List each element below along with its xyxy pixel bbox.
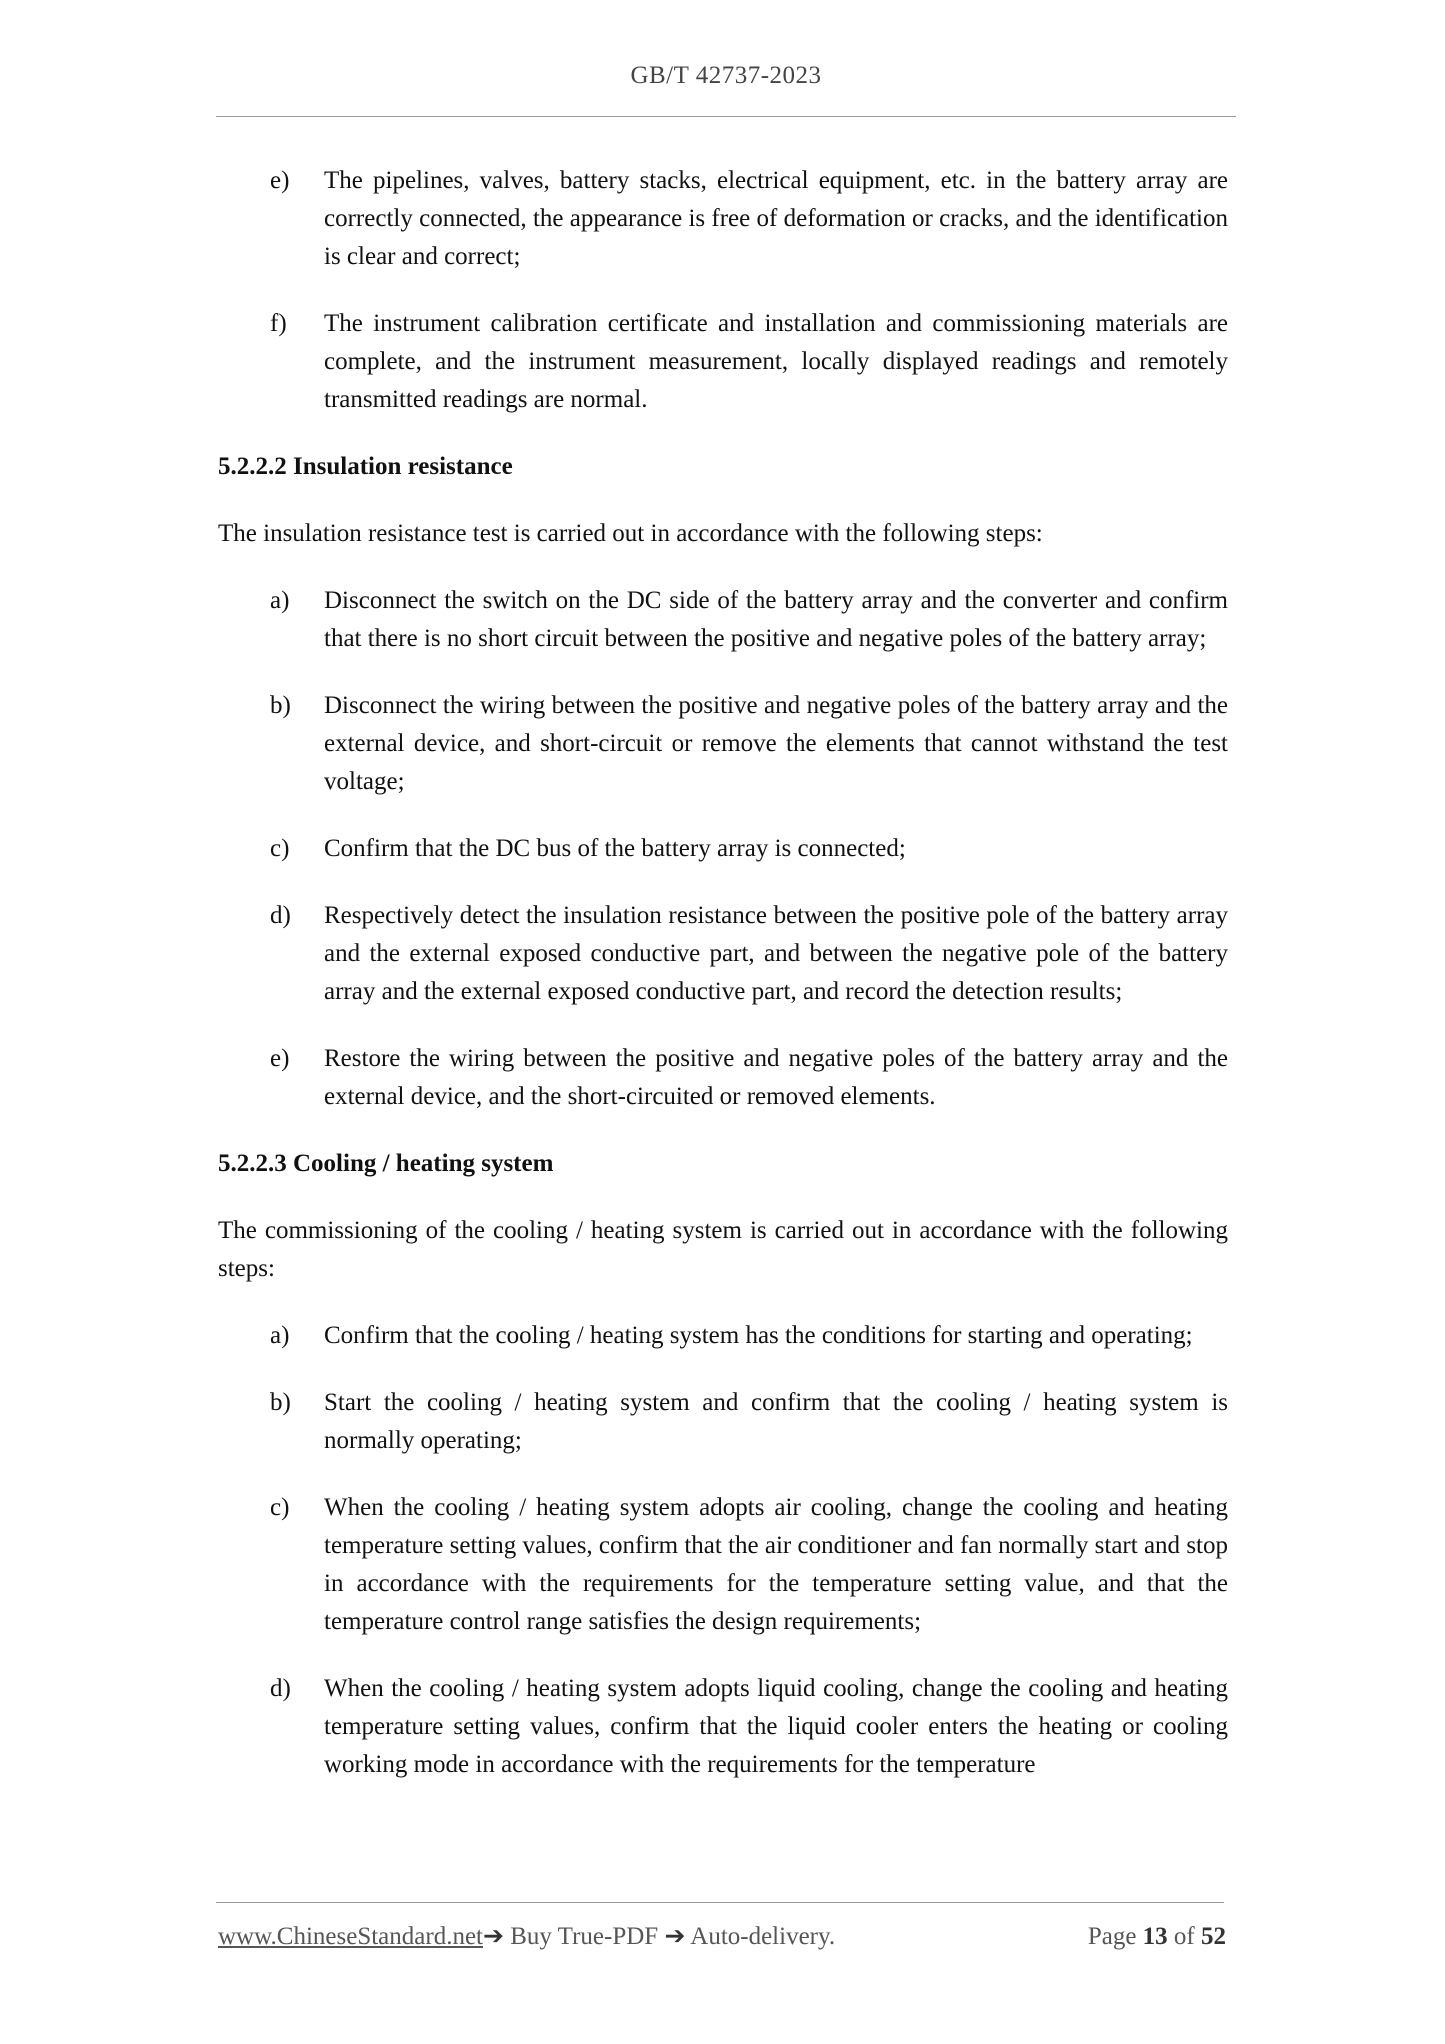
list-item-text: The pipelines, valves, battery stacks, electrical equipment, etc. in the battery array are correctly connected, the appearance is free of deformation or cracks, and the identification is clear and correct; [324, 167, 1228, 270]
list-item-text: When the cooling / heating system adopts liquid cooling, change the cooling and heating temperature setting values, confirm that the liquid cooler enters the heating or cooling working mode in accordance with the requirements for the temperature [324, 1675, 1228, 1778]
list-item [218, 897, 1228, 1011]
page-header-title: GB/T 42737-2023 [630, 62, 822, 89]
list-item-text: Start the cooling / heating system and confirm that the cooling / heating system is normally operating; [324, 1389, 1228, 1454]
list-marker: c) [270, 835, 290, 862]
list-marker: e) [270, 1045, 290, 1072]
section-intro-cooling: The commissioning of the cooling / heating system is carried out in accordance with the following steps: [218, 1217, 1228, 1282]
footer-buy-text: Buy True-PDF [503, 1923, 665, 1950]
page-of-label: of [1173, 1923, 1195, 1950]
list-marker: d) [270, 1675, 291, 1702]
list-item [218, 1670, 1228, 1784]
page-footer [218, 1920, 1226, 1954]
footer-delivery-text: Auto-delivery. [685, 1923, 836, 1950]
list-item-text: Confirm that the DC bus of the battery array is connected; [324, 835, 906, 862]
list-item-text: When the cooling / heating system adopts air cooling, change the cooling and heating temperature setting values, confirm that the air conditioner and fan normally start and stop in accordance with the requirements for the temperature setting value, and that the temperature control range satisfies the design requirements; [324, 1494, 1228, 1635]
list-marker: a) [270, 587, 290, 614]
list-marker: a) [270, 1322, 290, 1349]
list-item [218, 830, 1228, 868]
list-item [218, 162, 1228, 276]
header-divider [216, 116, 1236, 117]
page-total: 52 [1201, 1923, 1226, 1950]
list-item [218, 1384, 1228, 1460]
list-item-text: The instrument calibration certificate and installation and commissioning materials are complete, and the instrument measurement, locally displayed readings and remotely transmitted readings are normal. [324, 310, 1228, 413]
list-marker: e) [270, 167, 290, 194]
list-item [218, 687, 1228, 801]
list-item-text: Disconnect the switch on the DC side of the battery array and the converter and confirm that there is no short circuit between the positive and negative poles of the battery array; [324, 587, 1228, 652]
list-item [218, 1317, 1228, 1355]
page-label: Page [1087, 1923, 1137, 1950]
page-current: 13 [1142, 1923, 1168, 1950]
footer-divider [216, 1902, 1224, 1903]
list-marker: b) [270, 1389, 291, 1416]
list-marker: c) [270, 1494, 290, 1521]
list-item-text: Restore the wiring between the positive and negative poles of the battery array and the external device, and the short-circuited or removed elements. [324, 1045, 1228, 1110]
document-body [218, 162, 1228, 1813]
list-marker: f) [270, 310, 287, 337]
arrow-right-icon: ➔ [664, 1923, 686, 1950]
list-marker: d) [270, 902, 291, 929]
section-intro-insulation: The insulation resistance test is carried out in accordance with the following steps: [218, 520, 1043, 547]
list-item [218, 1489, 1228, 1641]
section-heading-insulation: 5.2.2.2 Insulation resistance [218, 453, 513, 480]
list-item-text: Disconnect the wiring between the positive and negative poles of the battery array and the external device, and short-circuit or remove the elements that cannot withstand the test voltage; [324, 692, 1228, 795]
list-item-text: Respectively detect the insulation resistance between the positive pole of the battery array and the external exposed conductive part, and between the negative pole of the battery array and the external exposed conductive part, and record the detection results; [324, 902, 1228, 1005]
arrow-right-icon: ➔ [483, 1923, 504, 1950]
footer-site-link[interactable]: www.ChineseStandard.net [218, 1923, 483, 1950]
list-item-text: Confirm that the cooling / heating system has the conditions for starting and operating; [324, 1322, 1193, 1349]
list-item [218, 582, 1228, 658]
list-marker: b) [270, 692, 291, 719]
list-item [218, 305, 1228, 419]
section-heading-cooling: 5.2.2.3 Cooling / heating system [218, 1150, 554, 1177]
list-item [218, 1040, 1228, 1116]
page-number-indicator [1088, 1920, 1226, 1954]
